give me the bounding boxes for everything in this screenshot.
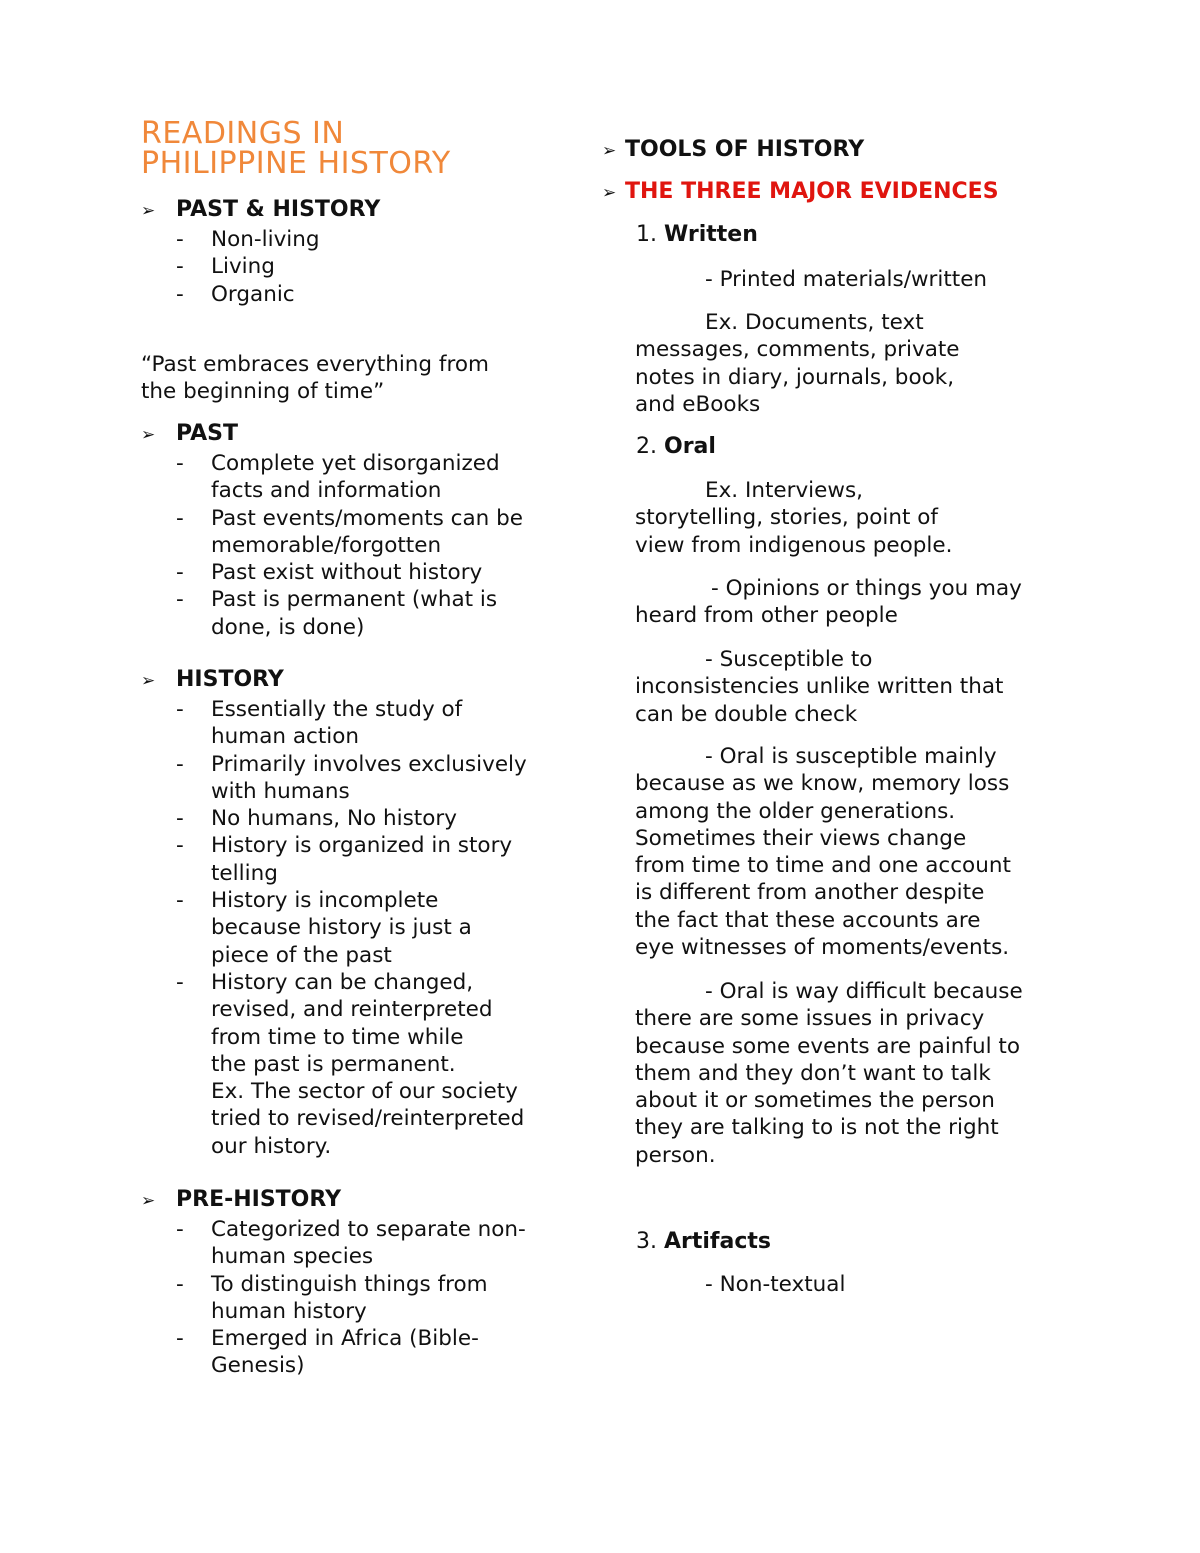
- item-line: Emerged in Africa (Bible-: [211, 1326, 479, 1352]
- heading-past-and-history: [141, 197, 380, 222]
- list-item: [141, 505, 571, 560]
- example-line: Ex. Documents, text: [705, 310, 924, 335]
- example-line: Ex. Interviews,: [705, 478, 863, 503]
- item-line: telling: [211, 860, 278, 886]
- item-line: History can be changed,: [211, 969, 474, 995]
- evidence-artifacts-heading: [636, 1229, 771, 1254]
- heading-text: HISTORY: [176, 667, 284, 692]
- heading-text: PAST & HISTORY: [176, 197, 381, 222]
- note-line: the fact that these accounts are: [635, 907, 981, 933]
- item-line: human action: [211, 724, 360, 750]
- dash-bullet: -: [176, 560, 184, 586]
- dash-bullet: -: [176, 1326, 184, 1352]
- item-text: [211, 832, 512, 887]
- history-list: [141, 696, 571, 1160]
- heading-text: PRE-HISTORY: [176, 1187, 342, 1212]
- item-text: Non-living: [211, 227, 320, 252]
- item-line: the past is permanent.: [211, 1051, 456, 1077]
- note-line: person.: [635, 1142, 716, 1168]
- evidence-written-heading: [636, 222, 758, 247]
- item-text: [211, 505, 523, 560]
- evidence-number: 3.: [636, 1229, 657, 1254]
- dash-bullet: -: [176, 451, 184, 476]
- list-item: [141, 696, 571, 751]
- note-line: inconsistencies unlike written that: [635, 674, 1004, 700]
- item-text: [211, 696, 462, 751]
- item-line: No humans, No history: [211, 806, 457, 832]
- dash-bullet: -: [176, 281, 184, 307]
- item-text: Organic: [211, 281, 295, 307]
- arrow-bullet-icon: ➢: [141, 201, 156, 221]
- list-item: [141, 969, 571, 1160]
- note-line: - Opinions or things you may: [711, 576, 1022, 601]
- item-text: [211, 559, 482, 586]
- item-line: Essentially the study of: [211, 697, 463, 722]
- note-line: eye witnesses of moments/events.: [635, 935, 1010, 961]
- note-line: can be double check: [635, 701, 858, 727]
- evidence-label: Written: [664, 222, 758, 247]
- pre-history-list: [141, 1216, 571, 1380]
- evidence-number: 2.: [636, 434, 657, 459]
- dash-bullet: -: [176, 1217, 184, 1242]
- note-line: heard from other people: [635, 603, 898, 629]
- note-line: because some events are painful to: [635, 1033, 1021, 1059]
- arrow-bullet-icon: ➢: [141, 671, 156, 691]
- dash-bullet: -: [176, 751, 184, 777]
- oral-note-3: [635, 743, 1011, 961]
- item-line: because history is just a: [211, 915, 472, 941]
- item-line: tried to revised/reinterpreted: [211, 1106, 525, 1132]
- dash-bullet: -: [176, 1271, 184, 1297]
- item-line: Past is permanent (what is: [211, 587, 498, 613]
- item-line: Past exist without history: [211, 560, 483, 586]
- heading-text: THE THREE MAJOR EVIDENCES: [625, 179, 999, 204]
- arrow-bullet-icon: ➢: [602, 183, 617, 203]
- document-title-line2: PHILIPPINE HISTORY: [141, 146, 451, 181]
- oral-note-4: [635, 978, 1023, 1169]
- dash-bullet: -: [176, 254, 184, 280]
- note-line: because as we know, memory loss: [635, 771, 1010, 797]
- list-item: [141, 805, 571, 832]
- heading-pre-history: [141, 1187, 341, 1212]
- heading-past: [141, 421, 238, 446]
- oral-note-1: [635, 575, 1022, 630]
- list-item: [141, 450, 571, 505]
- list-item: [141, 586, 571, 641]
- item-line: memorable/forgotten: [211, 532, 442, 558]
- item-text: [211, 887, 472, 969]
- quote-line2: the beginning of time”: [141, 379, 385, 404]
- item-text: [211, 751, 527, 806]
- item-text: [211, 805, 457, 832]
- evidence-label: Oral: [664, 434, 716, 459]
- dash-bullet: -: [176, 587, 184, 613]
- example-line: storytelling, stories, point of: [635, 505, 938, 531]
- item-line: History is incomplete: [211, 888, 439, 914]
- list-item: [141, 226, 571, 253]
- heading-tools-of-history: [602, 137, 864, 162]
- written-example: [635, 309, 960, 418]
- item-text: [211, 1216, 526, 1271]
- evidence-number: 1.: [636, 222, 657, 247]
- item-line: To distinguish things from: [211, 1271, 488, 1297]
- note-line: - Oral is way difficult because: [705, 979, 1023, 1004]
- note-line: about it or sometimes the person: [635, 1088, 995, 1114]
- item-line: piece of the past: [211, 942, 392, 968]
- oral-example: [635, 477, 952, 559]
- arrow-bullet-icon: ➢: [141, 425, 156, 445]
- note-line: is different from another despite: [635, 880, 985, 906]
- item-line: from time to time while: [211, 1024, 464, 1050]
- document-title-line1: READINGS IN: [141, 116, 345, 151]
- item-line: facts and information: [211, 478, 442, 504]
- example-line: and eBooks: [635, 391, 761, 417]
- item-line: revised, and reinterpreted: [211, 997, 493, 1023]
- note-line: from time to time and one account: [635, 853, 1011, 879]
- list-item: [141, 559, 571, 586]
- evidence-label: Artifacts: [664, 1229, 772, 1254]
- item-line: Categorized to separate non-: [211, 1217, 526, 1242]
- list-item: [141, 281, 571, 308]
- list-item: [141, 751, 571, 806]
- item-line: Primarily involves exclusively: [211, 751, 527, 777]
- item-text: [211, 969, 524, 1160]
- past-history-list: [141, 226, 571, 308]
- artifacts-desc: - Non-textual: [705, 1272, 846, 1297]
- written-desc: - Printed materials/written: [705, 267, 988, 292]
- item-line: with humans: [211, 778, 350, 804]
- item-text: Living: [211, 254, 275, 280]
- item-text: [211, 586, 497, 641]
- item-line: human species: [211, 1244, 374, 1270]
- item-line: done, is done): [211, 614, 365, 640]
- list-item: [141, 1325, 571, 1380]
- item-text: [211, 1271, 488, 1326]
- item-line: Genesis): [211, 1353, 305, 1379]
- note-line: - Oral is susceptible mainly: [705, 744, 997, 769]
- item-line: our history.: [211, 1133, 332, 1159]
- dash-bullet: -: [176, 888, 184, 914]
- quote-line1: “Past embraces everything from: [141, 352, 489, 377]
- heading-three-major-evidences: [602, 179, 999, 204]
- item-text: [211, 1325, 479, 1380]
- list-item: [141, 253, 571, 280]
- list-item: [141, 1216, 571, 1271]
- list-item: [141, 832, 571, 887]
- dash-bullet: -: [176, 969, 184, 995]
- note-line: among the older generations.: [635, 798, 956, 824]
- note-line: Sometimes their views change: [635, 825, 967, 851]
- item-line: History is organized in story: [211, 833, 513, 859]
- item-line: human history: [211, 1298, 367, 1324]
- dash-bullet: -: [176, 505, 184, 531]
- example-line: view from indigenous people.: [635, 532, 953, 558]
- note-line: there are some issues in privacy: [635, 1006, 985, 1032]
- heading-text: PAST: [176, 421, 238, 446]
- heading-history: [141, 667, 284, 692]
- item-text: [211, 450, 500, 505]
- heading-text: TOOLS OF HISTORY: [625, 137, 865, 162]
- item-line: Complete yet disorganized: [211, 451, 500, 476]
- arrow-bullet-icon: ➢: [141, 1191, 156, 1211]
- note-line: they are talking to is not the right: [635, 1115, 999, 1141]
- example-line: notes in diary, journals, book,: [635, 364, 955, 390]
- example-line: messages, comments, private: [635, 337, 960, 363]
- dash-bullet: -: [176, 697, 184, 722]
- note-line: - Susceptible to: [705, 647, 873, 672]
- dash-bullet: -: [176, 227, 184, 252]
- item-line: Ex. The sector of our society: [211, 1079, 518, 1105]
- item-line: Past events/moments can be: [211, 505, 524, 531]
- note-line: them and they don’t want to talk: [635, 1060, 991, 1086]
- dash-bullet: -: [176, 806, 184, 832]
- oral-note-2: [635, 646, 1003, 728]
- evidence-oral-heading: [636, 434, 716, 459]
- past-list: [141, 450, 571, 641]
- arrow-bullet-icon: ➢: [602, 141, 617, 161]
- list-item: [141, 1271, 571, 1326]
- list-item: [141, 887, 571, 969]
- dash-bullet: -: [176, 833, 184, 859]
